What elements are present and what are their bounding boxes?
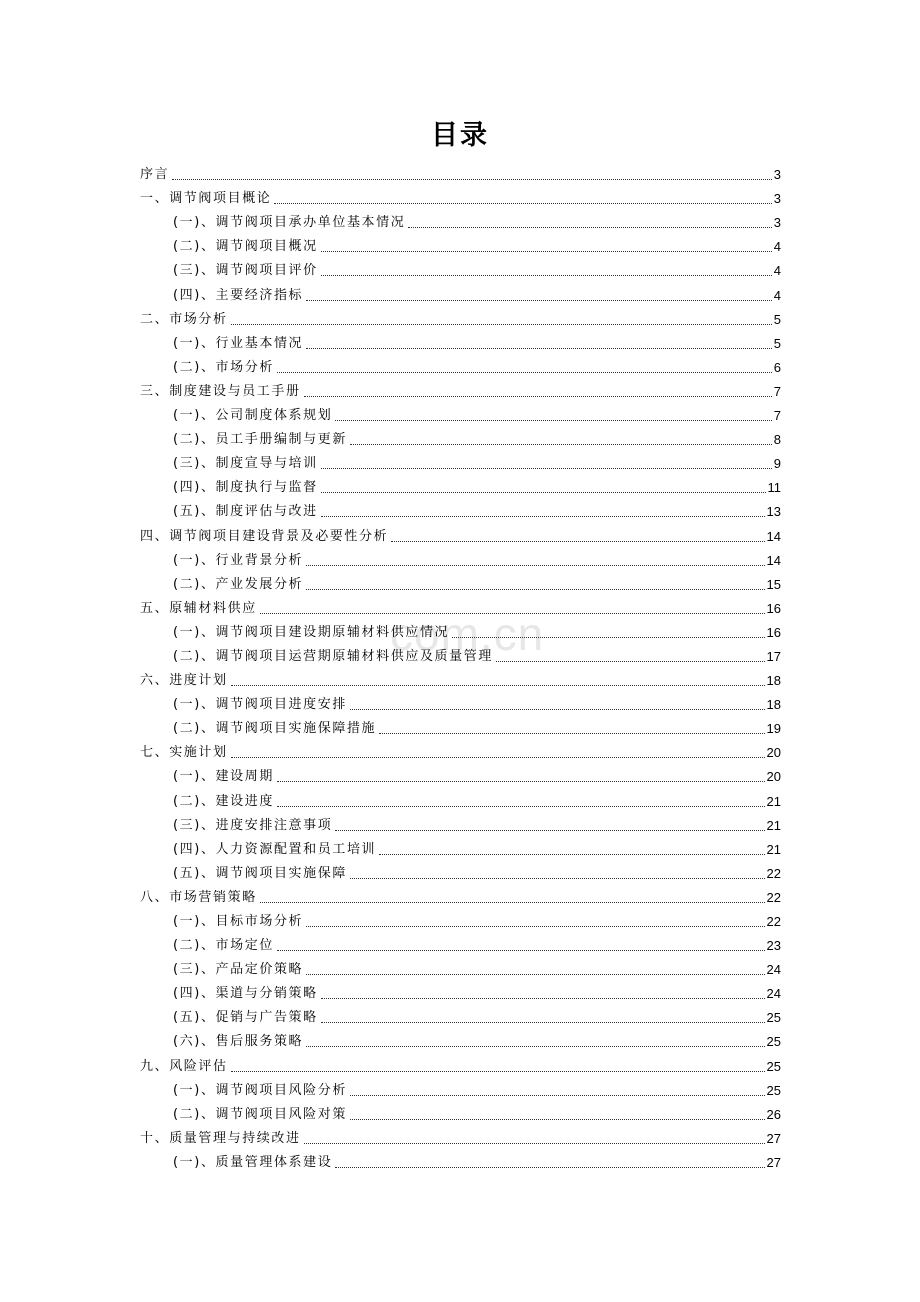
toc-entry-title: (一)、行业背景分析	[173, 552, 304, 568]
toc-entry-page: 15	[766, 576, 781, 592]
toc-entry-page: 4	[773, 287, 781, 303]
toc-leader-dots	[260, 612, 765, 614]
toc-entry-title: (四)、渠道与分销策略	[173, 986, 318, 1002]
toc-entry[interactable]	[140, 377, 781, 401]
page-title: 目录	[431, 120, 489, 151]
toc-leader-dots	[350, 1118, 765, 1120]
toc-entry-title: (二)、建设进度	[173, 793, 274, 809]
table-of-contents	[140, 160, 781, 1172]
toc-entry-page: 23	[766, 938, 781, 954]
toc-entry-page: 21	[766, 793, 781, 809]
toc-leader-dots	[350, 1094, 765, 1096]
toc-entry-title: 九、风险评估	[140, 1058, 228, 1074]
toc-entry-page: 26	[766, 1106, 781, 1122]
toc-entry-title: (一)、调节阀项目进度安排	[173, 697, 347, 713]
toc-entry-page: 19	[766, 721, 781, 737]
toc-entry[interactable]	[140, 1148, 781, 1172]
toc-entry-title: (二)、调节阀项目运营期原辅材料供应及质量管理	[173, 648, 493, 664]
toc-entry-page: 13	[766, 504, 781, 520]
toc-leader-dots	[321, 274, 772, 276]
toc-leader-dots	[172, 178, 772, 180]
toc-entry[interactable]	[140, 714, 781, 738]
toc-entry[interactable]	[140, 859, 781, 883]
toc-entry[interactable]	[140, 353, 781, 377]
toc-entry-title: (六)、售后服务策略	[173, 1034, 304, 1050]
toc-entry[interactable]	[140, 666, 781, 690]
toc-leader-dots	[321, 467, 772, 469]
toc-entry-title: (一)、公司制度体系规划	[173, 408, 333, 424]
toc-leader-dots	[321, 491, 766, 493]
toc-entry-page: 3	[773, 215, 781, 231]
toc-entry-title: (二)、市场定位	[173, 938, 274, 954]
toc-entry-page: 7	[773, 383, 781, 399]
toc-entry[interactable]	[140, 401, 781, 425]
toc-leader-dots	[306, 347, 772, 349]
toc-entry-title: (二)、调节阀项目实施保障措施	[173, 721, 377, 737]
toc-entry[interactable]	[140, 473, 781, 497]
toc-entry[interactable]	[140, 907, 781, 931]
toc-entry[interactable]	[140, 690, 781, 714]
toc-leader-dots	[260, 901, 765, 903]
toc-entry-title: 一、调节阀项目概论	[140, 191, 272, 207]
toc-entry[interactable]	[140, 256, 781, 280]
toc-entry[interactable]	[140, 497, 781, 521]
toc-leader-dots	[391, 540, 764, 542]
toc-leader-dots	[231, 1070, 765, 1072]
toc-leader-dots	[496, 660, 765, 662]
toc-entry-page: 9	[773, 456, 781, 472]
toc-entry-page: 25	[766, 1058, 781, 1074]
toc-entry-title: (一)、行业基本情况	[173, 335, 304, 351]
toc-entry-page: 21	[766, 817, 781, 833]
toc-entry[interactable]	[140, 208, 781, 232]
toc-leader-dots	[350, 443, 772, 445]
toc-entry-title: 六、进度计划	[140, 673, 228, 689]
toc-entry-page: 4	[773, 263, 781, 279]
toc-entry[interactable]	[140, 1003, 781, 1027]
toc-entry[interactable]	[140, 642, 781, 666]
toc-entry-page: 24	[766, 962, 781, 978]
toc-leader-dots	[306, 588, 764, 590]
toc-entry[interactable]	[140, 594, 781, 618]
toc-entry-page: 5	[773, 335, 781, 351]
toc-entry[interactable]	[140, 232, 781, 256]
toc-entry[interactable]	[140, 618, 781, 642]
toc-entry-page: 3	[773, 167, 781, 183]
toc-leader-dots	[408, 226, 771, 228]
toc-entry-page: 6	[773, 359, 781, 375]
toc-leader-dots	[277, 780, 765, 782]
toc-entry-page: 16	[766, 600, 781, 616]
toc-entry-title: (五)、调节阀项目实施保障	[173, 865, 347, 881]
toc-leader-dots	[306, 564, 764, 566]
watermark: com.cn	[390, 608, 545, 660]
toc-entry-title: (二)、员工手册编制与更新	[173, 432, 347, 448]
toc-entry-title: (一)、调节阀项目承办单位基本情况	[173, 215, 406, 231]
toc-entry-page: 25	[766, 1010, 781, 1026]
toc-entry-title: (二)、市场分析	[173, 359, 274, 375]
toc-entry-title: 三、制度建设与员工手册	[140, 383, 301, 399]
toc-entry-title: 序言	[140, 167, 170, 183]
toc-leader-dots	[277, 371, 772, 373]
toc-entry-title: (二)、调节阀项目概况	[173, 239, 318, 255]
toc-entry-title: (一)、建设周期	[173, 769, 274, 785]
toc-entry-page: 25	[766, 1082, 781, 1098]
toc-entry-page: 22	[766, 914, 781, 929]
toc-entry-title: 八、市场营销策略	[140, 889, 257, 905]
toc-entry-page: 8	[773, 432, 781, 448]
toc-entry[interactable]	[140, 883, 781, 907]
toc-leader-dots	[321, 250, 772, 252]
toc-leader-dots	[379, 853, 764, 855]
toc-leader-dots	[306, 299, 772, 301]
toc-entry-title: 七、实施计划	[140, 745, 228, 761]
toc-leader-dots	[277, 805, 765, 807]
toc-entry[interactable]	[140, 570, 781, 594]
toc-entry[interactable]	[140, 160, 781, 184]
toc-entry-page: 14	[766, 528, 781, 544]
toc-entry-title: (四)、人力资源配置和员工培训	[173, 841, 377, 857]
toc-entry-page: 24	[766, 986, 781, 1002]
toc-entry-page: 17	[766, 648, 781, 664]
toc-entry-title: (五)、促销与广告策略	[173, 1010, 318, 1026]
toc-leader-dots	[304, 395, 772, 397]
toc-entry[interactable]	[140, 1124, 781, 1148]
toc-entry-title: (三)、产品定价策略	[173, 962, 304, 978]
toc-entry-page: 18	[766, 697, 781, 713]
toc-entry[interactable]	[140, 449, 781, 473]
toc-entry[interactable]	[140, 280, 781, 304]
toc-leader-dots	[321, 1021, 765, 1023]
toc-leader-dots	[277, 949, 765, 951]
toc-entry-page: 18	[766, 673, 781, 689]
toc-entry-page: 14	[766, 552, 781, 568]
toc-leader-dots	[350, 708, 765, 710]
toc-entry-title: (三)、进度安排注意事项	[173, 817, 333, 833]
toc-entry[interactable]	[140, 979, 781, 1003]
toc-entry-title: (一)、调节阀项目风险分析	[173, 1082, 347, 1098]
toc-entry-title: (三)、制度宣导与培训	[173, 456, 318, 472]
toc-entry-page: 5	[773, 311, 781, 327]
toc-entry-title: (一)、调节阀项目建设期原辅材料供应情况	[173, 624, 450, 640]
toc-entry[interactable]	[140, 546, 781, 570]
toc-entry-page: 27	[766, 1154, 781, 1170]
toc-entry-title: 五、原辅材料供应	[140, 600, 257, 616]
toc-entry-page: 25	[766, 1034, 781, 1050]
toc-entry-page: 4	[773, 239, 781, 255]
toc-entry-title: (二)、产业发展分析	[173, 576, 304, 592]
toc-entry-page: 20	[766, 769, 781, 785]
toc-entry[interactable]	[140, 811, 781, 835]
toc-entry-title: (五)、制度评估与改进	[173, 504, 318, 520]
toc-leader-dots	[304, 1142, 765, 1144]
toc-entry[interactable]	[140, 762, 781, 786]
toc-entry[interactable]	[140, 835, 781, 859]
toc-entry[interactable]	[140, 786, 781, 810]
toc-leader-dots	[452, 636, 764, 638]
toc-entry[interactable]	[140, 521, 781, 545]
toc-entry-page: 7	[773, 408, 781, 424]
toc-leader-dots	[231, 684, 765, 686]
toc-entry[interactable]	[140, 1076, 781, 1100]
toc-entry-page: 3	[773, 191, 781, 207]
toc-leader-dots	[306, 1045, 764, 1047]
toc-leader-dots	[321, 997, 765, 999]
toc-entry-page: 22	[766, 865, 781, 881]
toc-leader-dots	[350, 877, 765, 879]
toc-entry[interactable]	[140, 305, 781, 329]
toc-entry[interactable]	[140, 738, 781, 762]
toc-entry-page: 16	[766, 624, 781, 640]
toc-entry[interactable]	[140, 184, 781, 208]
toc-leader-dots	[231, 323, 772, 325]
toc-entry-title: (二)、调节阀项目风险对策	[173, 1106, 347, 1122]
toc-entry[interactable]	[140, 1051, 781, 1075]
toc-entry[interactable]	[140, 931, 781, 955]
toc-leader-dots	[306, 973, 764, 975]
toc-entry-title: 二、市场分析	[140, 311, 228, 327]
toc-leader-dots	[335, 1166, 764, 1168]
toc-leader-dots	[274, 202, 771, 204]
toc-entry-page: 21	[766, 841, 781, 857]
toc-leader-dots	[335, 829, 764, 831]
toc-entry-title: (四)、制度执行与监督	[173, 480, 318, 496]
toc-entry-title: (一)、质量管理体系建设	[173, 1154, 333, 1170]
toc-entry[interactable]	[140, 1100, 781, 1124]
toc-entry-title: (三)、调节阀项目评价	[173, 263, 318, 279]
toc-entry-title: 十、质量管理与持续改进	[140, 1130, 301, 1146]
toc-entry-title: (四)、主要经济指标	[173, 287, 304, 303]
toc-leader-dots	[231, 756, 765, 758]
toc-entry-title: 四、调节阀项目建设背景及必要性分析	[140, 528, 389, 544]
toc-entry[interactable]	[140, 425, 781, 449]
toc-entry[interactable]	[140, 1027, 781, 1051]
toc-entry[interactable]	[140, 955, 781, 979]
toc-entry-page: 11	[767, 480, 781, 496]
toc-entry-page: 27	[766, 1130, 781, 1146]
toc-leader-dots	[321, 515, 765, 517]
toc-leader-dots	[335, 419, 771, 421]
toc-entry[interactable]	[140, 329, 781, 353]
toc-entry-page: 22	[766, 889, 781, 905]
toc-leader-dots	[379, 732, 764, 734]
toc-leader-dots	[306, 925, 764, 927]
toc-entry-title: (一)、目标市场分析	[173, 914, 304, 929]
toc-entry-page: 20	[766, 745, 781, 761]
